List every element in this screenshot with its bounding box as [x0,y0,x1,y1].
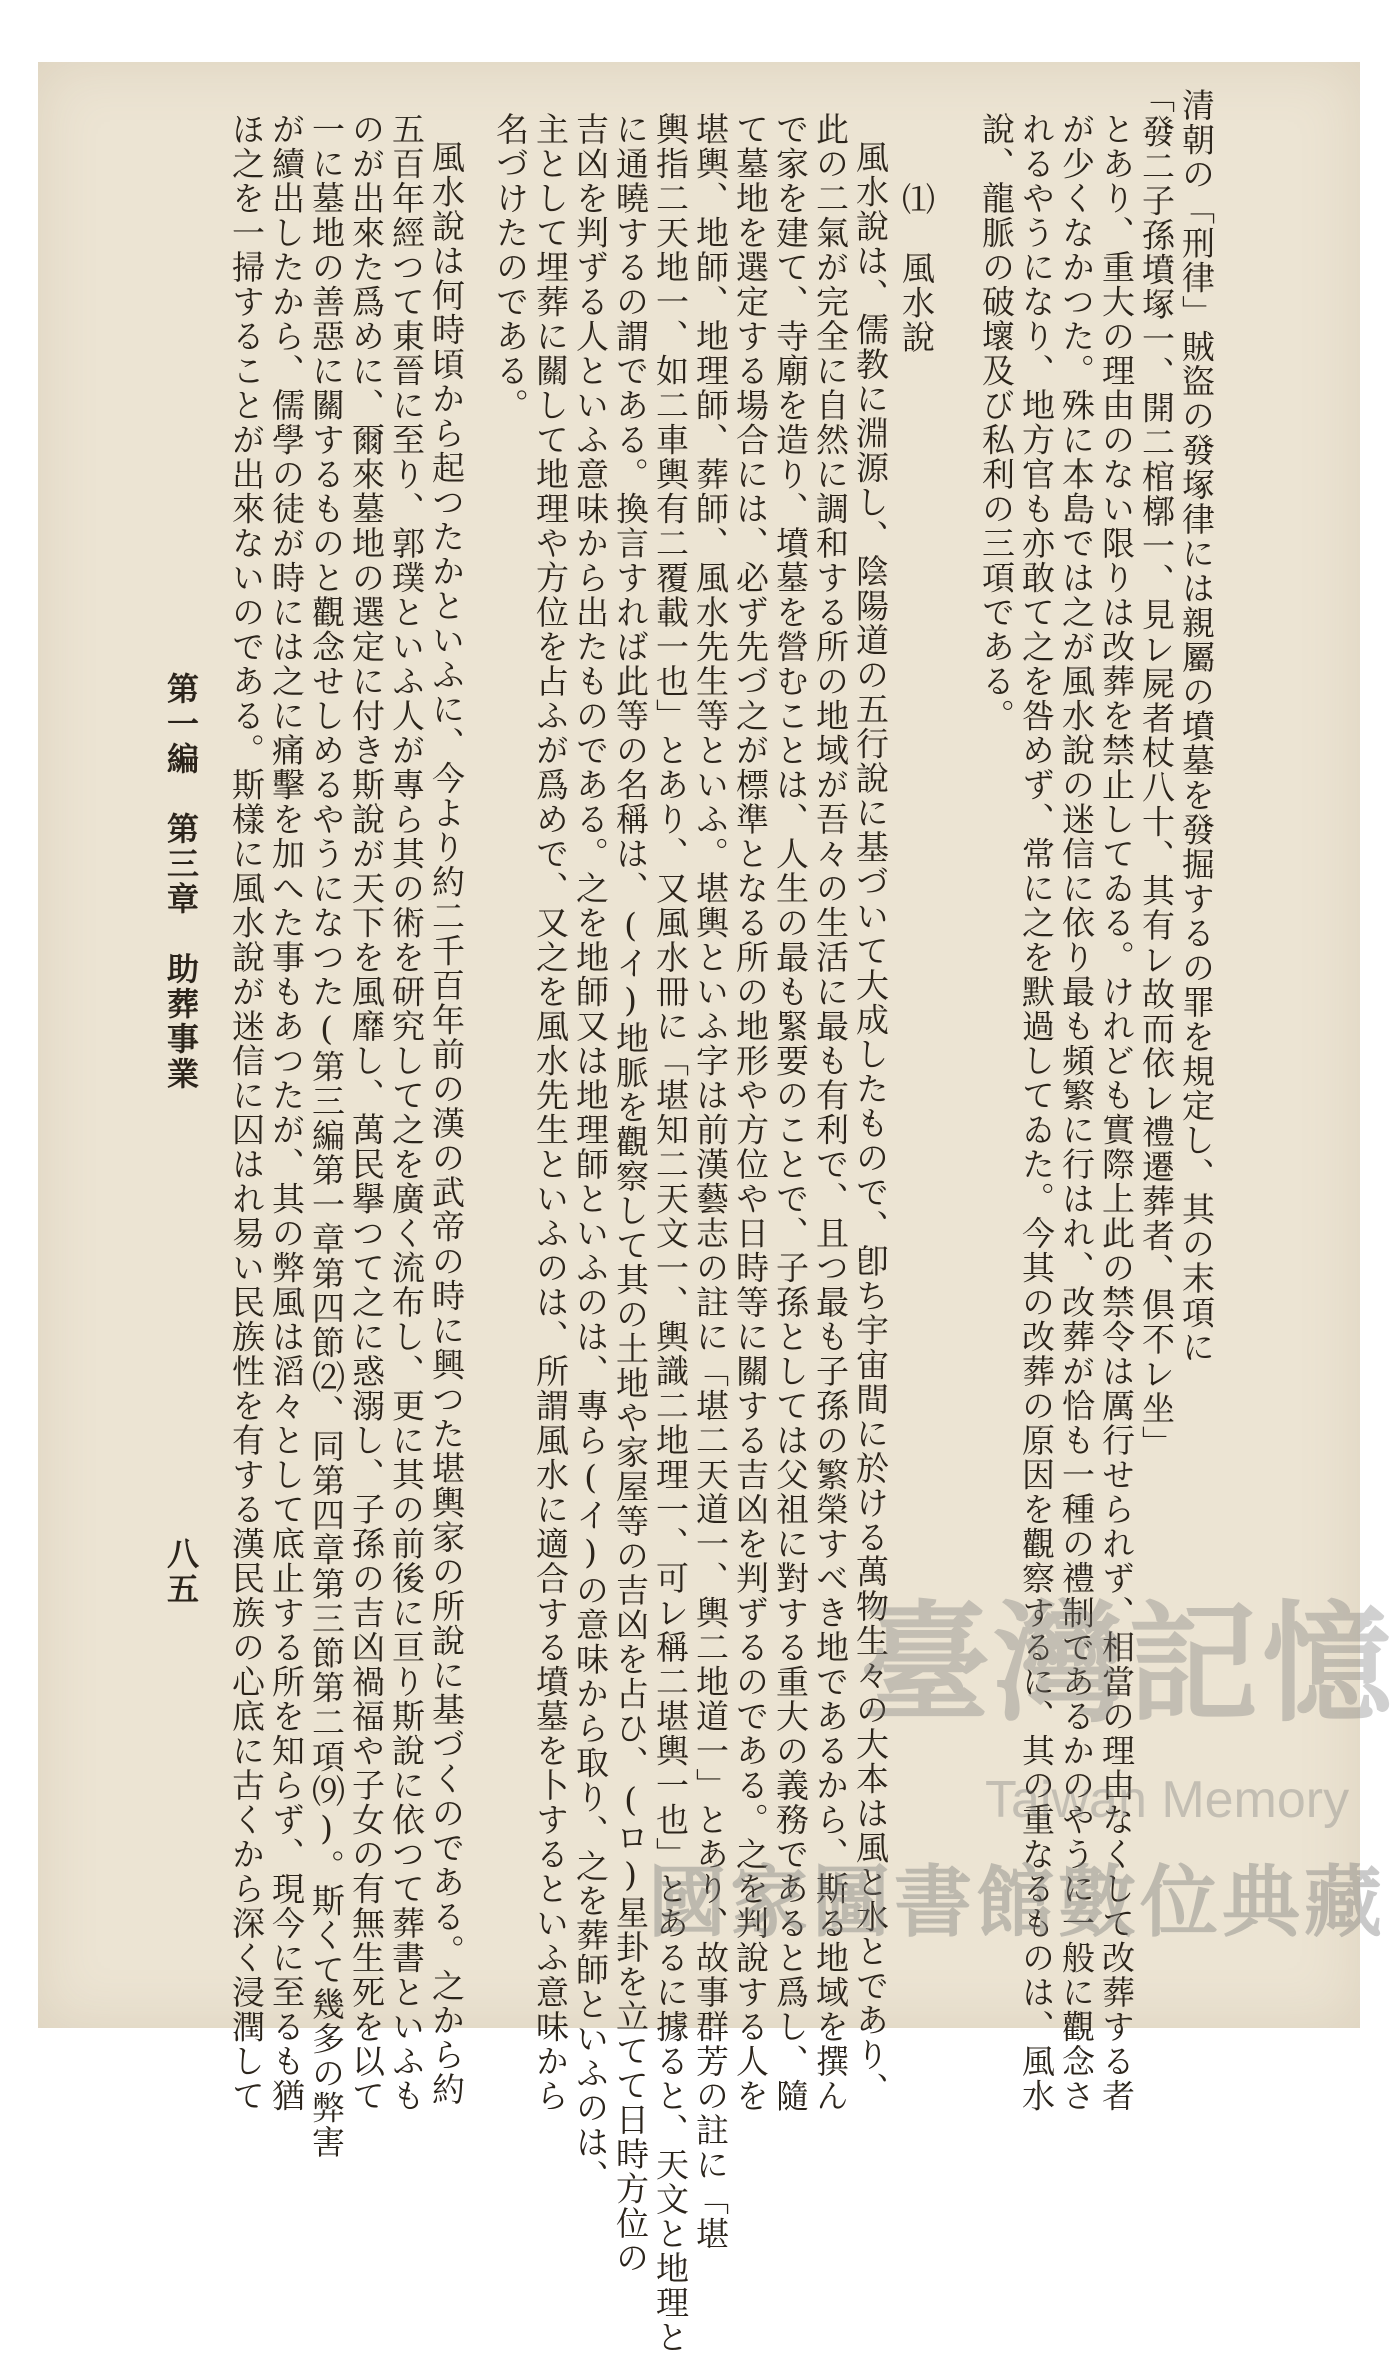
text-column: 此の二氣が完全に自然に調和する所の地域が吾々の生活に最も有利で、且つ最も子孫の繁榮すべき地であるから、斯る地域を撰ん [811,112,850,2113]
text-column: 名づけたのである。 [491,112,530,423]
text-column: 五百年經つて東晉に至り、郭璞といふ人が專ら其の術を研究して之を廣く流布し、更に其の前後に亘り斯說に依つて葬書といふも [387,112,426,2113]
text-column: 吉凶を判ずる人といふ意味から出たものである。之を地師又は地理師といふのは、專ら(イ)の意味から取り、之を葬師といふのは、 [571,112,610,2194]
watermark-english: Taiwan Memory [985,1771,1350,1829]
text-column: 風水說は何時頃から起つたかといふに、今より約二千百年前の漢の武帝の時に興つた堪輿家の所說に基づくのである。之から約 [427,140,466,2107]
text-column: が續出したから、儒學の徒が時には之に痛擊を加へた事もあつたが、其の弊風は滔々として底止する所を知らず、現今に至るも猶 [267,112,306,2113]
section-heading: ⑴ 風水說 [897,182,936,355]
text-column: 清朝の「刑律」賊盜の發塚律には親屬の墳墓を發掘するの罪を規定し、其の末項に [1177,88,1216,1365]
text-column: 一に墓地の善惡に關するものと觀念せしめるやうになつた(第三編第一章第四節⑵、同第四章第三節第二項⑼)。斯くて幾多の弊害 [307,112,346,2160]
text-column: 「發二子孫墳塚一、開二棺槨一、見レ屍者杖八十、其有レ故而依レ禮遷葬者、俱不レ坐」 [1137,80,1176,1460]
text-column: 輿指二天地一、如二車輿有二覆載一也」とあり、又風水冊に「堪知二天文一、輿識二地理一、可レ稱二堪輿一也」とあるに據ると、天文と地理と [651,112,690,2355]
text-column: 主として埋葬に關して地理や方位を占ふが爲めで、又之を風水先生といふのは、所謂風水に適合する墳墓を卜するといふ意味から [531,112,570,2113]
text-column: のが出來た爲めに、爾來墓地の選定に付き斯說が天下を風靡し、萬民擧つて之に惑溺し、子孫の吉凶禍福や子女の有無生死を以て [347,112,386,2113]
watermark-library-name: 國家圖書館數位典藏 [648,1858,1387,1948]
text-column: が少くなかつた。殊に本島では之が風水說の迷信に依り最も頻繁に行はれ、改葬が恰も一種の禮制であるかのやうに一般に觀念さ [1057,112,1096,2113]
text-column: とあり、重大の理由のない限りは改葬を禁止してゐる。けれども實際上此の禁令は厲行せられず、相當の理由なくして改葬する者 [1097,112,1136,2113]
text-column: れるやうになり、地方官も亦敢て之を咎めず、常に之を默過してゐた。今其の改葬の原因を觀察するに、其の重なるものは、風水 [1017,112,1056,2113]
text-column: て墓地を選定する場合には、必ず先づ之が標準となる所の地形や方位や日時等に關する吉凶を判ずるのである。之を判說する人を [731,112,770,2113]
page-number: 八五 [162,1537,200,1607]
text-column: で家を建て、寺廟を造り、墳墓を營むことは、人生の最も緊要のことで、子孫としては父祖に對する重大の義務であると爲し、隨 [771,112,810,2113]
text-column: 堪輿、地師、地理師、葬師、風水先生等といふ。堪輿といふ字は前漢藝志の註に「堪二天道一、輿二地道一」とあり、故事群芳の註に「堪 [691,112,730,2251]
text-column: 說、龍脈の破壞及び私利の三項である。 [977,112,1016,733]
running-footer: 第一編 第三章 助葬事業 [162,672,200,1092]
text-column: に通曉するの謂である。換言すれば此等の名稱は、(イ)地脈を觀察して其の土地や家屋等の吉凶を占ひ、(ロ)星卦を立てて日時方位の [611,112,650,2275]
text-column: ほ之を一掃することが出來ないのである。斯樣に風水說が迷信に囚はれ易い民族性を有する漢民族の心底に古くから深く浸潤して [227,112,266,2113]
text-column: 風水說は、儒教に淵源し、陰陽道の五行說に基づいて大成したもので、卽ち宇宙間に於ける萬物生々の大本は風と水とであり、 [851,140,890,2107]
watermark-logo: 臺灣記憶 [860,1587,1397,1740]
